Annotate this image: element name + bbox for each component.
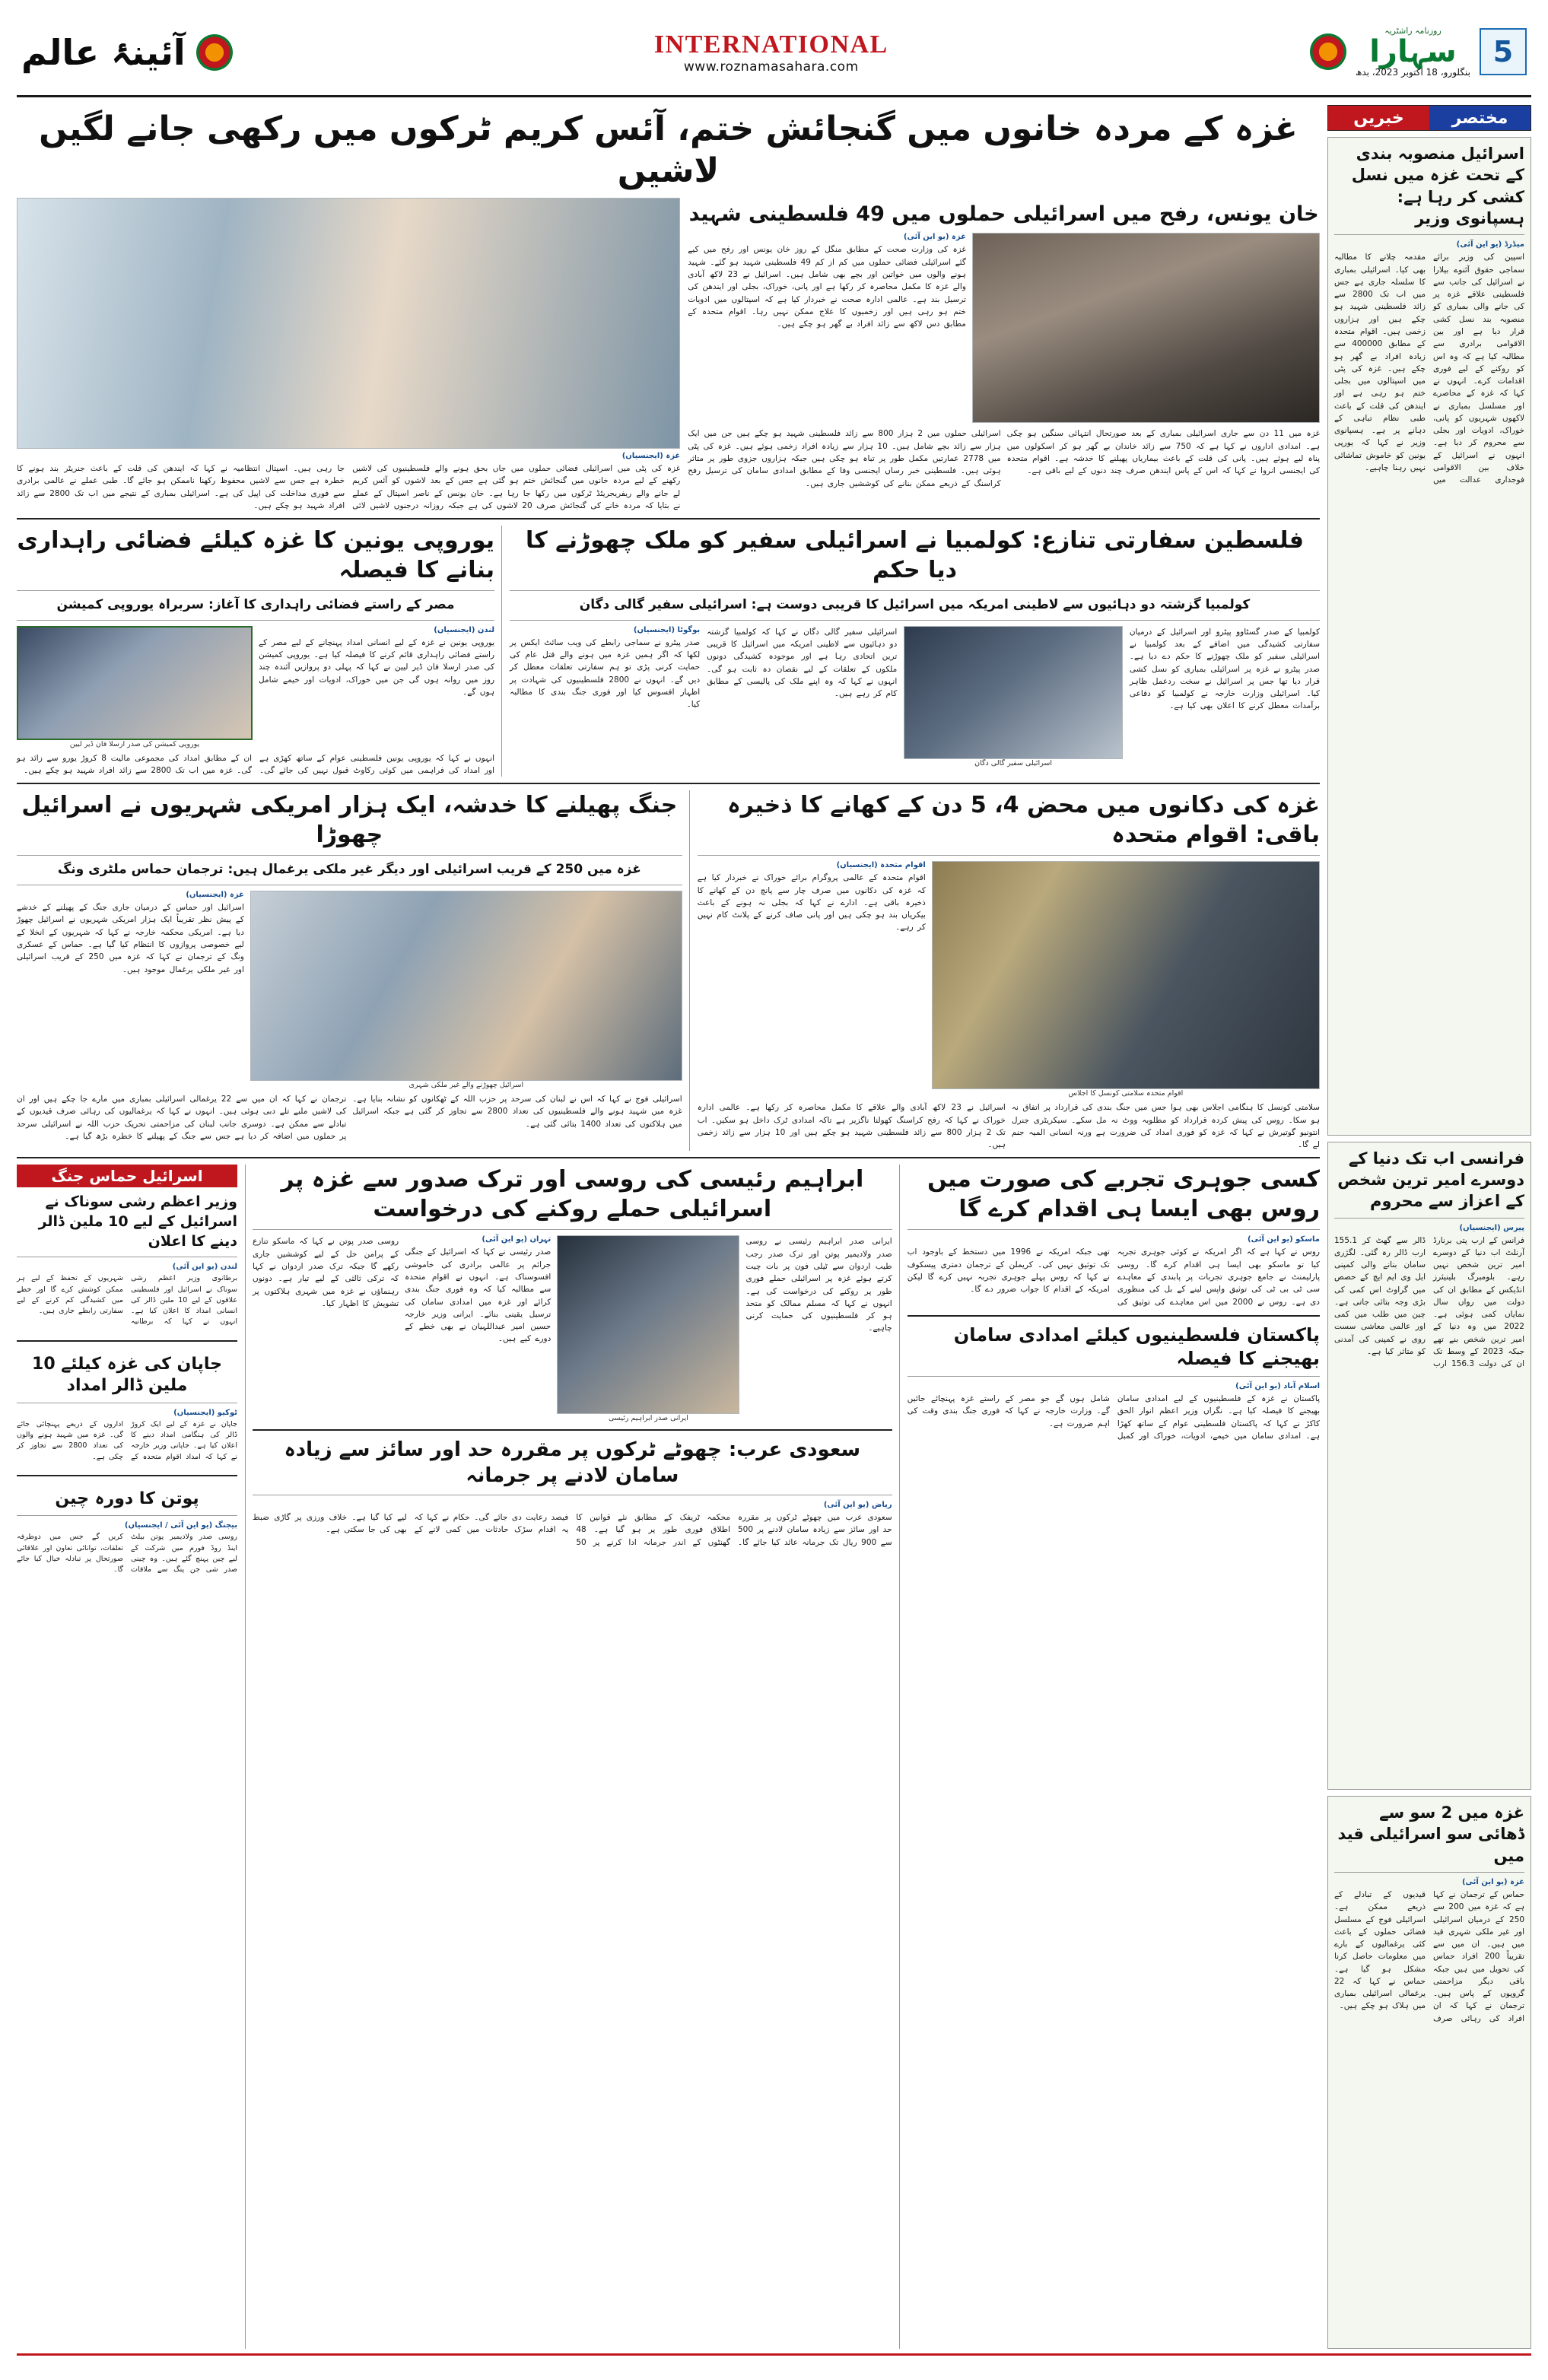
rail-body-1: اسپین کی وزیر برائے سماجی حقوق آئنوے بیلارا نے اسرائیل کی جانب سے فلسطینی علاقے غزہ پر کی جانے والی بمباری کو منصوبہ بند نسل کشی قرار دیا ہے اور بین الاقوامی برادری سے مطالبہ کیا ہے کہ وہ اس کو روکنے کے لیے فوری اقدامات کرے۔ انہوں نے کہا کہ غزہ کے محاصرے اور مسلسل بمباری نے لاکھوں شہریوں کو پانی، خوراک، ادویات اور بجلی سے محروم کر دیا ہے۔ انہوں نے اسرائیل کے خلاف بین الاقوامی فوجداری عدالت میں مقدمہ چلانے کا مطالبہ بھی کیا۔ اسرائیلی بمباری کا سلسلہ جاری ہے جس میں اب تک 2800 سے زائد فلسطینی شہید ہو چکے ہیں اور ہزاروں زخمی ہیں۔ اقوام متحدہ کے مطابق 400000 سے زیادہ افراد بے گھر ہو چکے ہیں۔ غزہ کی پٹی میں اسپتالوں میں بجلی ختم ہو رہی ہے اور ایندھن کی قلت کے باعث طبی نظام تباہی کے دہانے پر ہے۔ ہسپانوی وزیر نے کہا کہ یورپی یونین کو خاموش تماشائی نہیں رہنا چاہیے۔ bbox=[1334, 253, 1524, 485]
band-three bbox=[17, 790, 1320, 1158]
side-headline-3: پوتن کا دورہ چین bbox=[55, 1489, 199, 1508]
hostages-col-b: ترجمان نے کہا کہ ان میں سے 22 یرغمالی اسرائیلی بمباری میں مارے جا چکے ہیں اور ان کی لاشیں ملبے تلے دبی ہوئی ہیں۔ انہوں نے کہا کہ یرغمالیوں کی رہائی صرف قیدیوں کے تبادلے سے ممکن ہے۔ دوسری جانب لبنان کی مزاحمتی تحریک حزب اللہ نے اسرائیلی سرحد پر حملوں میں اضافہ کر دیا ہے جس سے جنگ کے پھیلنے کا خطرہ بڑھ گیا ہے۔ bbox=[17, 1095, 347, 1141]
saudi-headline: سعودی عرب: چھوٹے ٹرکوں پر مقررہ حد اور سائز سے زیادہ سامان لادنے پر جرمانہ bbox=[284, 1438, 861, 1488]
news-rail bbox=[1327, 105, 1531, 2349]
lead-col-mid: غزہ کی وزارت صحت کے مطابق منگل کے روز خان یونس اور رفح میں کیے گئے اسرائیلی فضائی حملوں میں کم از کم 49 فلسطینی شہید ہو گئے۔ شہید ہونے والوں میں خواتین اور بچے بھی شامل ہیں۔ اسرائیل نے 23 لاکھ آبادی والے غزہ کا مکمل محاصرہ کر رکھا ہے اور پانی، خوراک، بجلی اور ایندھن کی ترسیل بند ہے۔ عالمی ادارہ صحت نے خبردار کیا ہے کہ اسپتالوں میں ادویات ختم ہو رہی ہیں اور زخمیوں کا علاج ممکن نہیں رہا۔ اقوام متحدہ کے مطابق دس لاکھ سے زائد افراد بے گھر ہو چکے ہیں۔ bbox=[688, 245, 966, 329]
eu-headline: یوروپی یونین کا غزہ کیلئے فضائی راہداری بنانے کا فیصلہ bbox=[17, 527, 495, 584]
lead-story bbox=[17, 105, 1320, 520]
hostages-headline: جنگ پھیلنے کا خدشہ، ایک ہزار امریکی شہریوں نے اسرائیل چھوڑا bbox=[21, 792, 678, 849]
hostages-col-c: اسرائیلی فوج نے کہا کہ اس نے لبنان کی سرحد پر حزب اللہ کے ٹھکانوں کو نشانہ بنایا ہے۔ غزہ میں شہید ہونے والے فلسطینیوں کی تعداد 2800 سے تجاوز کر گئی ہے جبکہ اسرائیل میں ہلاکتوں کی تعداد 1400 بتائی گئی ہے۔ bbox=[352, 1095, 682, 1129]
raisi-headline: ابراہیم رئیسی کی روسی اور ترک صدور سے غزہ پر اسرائیلی حملے روکنے کی درخواست bbox=[281, 1166, 864, 1223]
raisi-col-b: صدر رئیسی نے کہا کہ اسرائیل کے جنگی جرائم پر عالمی برادری کی خاموشی افسوسناک ہے۔ انہوں نے اقوام متحدہ سے مطالبہ کیا کہ وہ فوری جنگ بندی کرائے اور غزہ میں امدادی سامان کی ترسیل یقینی بنائے۔ ایرانی وزیر خارجہ حسین امیر عبداللہیان نے بھی خطے کے دورے کیے ہیں۔ bbox=[405, 1247, 551, 1344]
colombia-byline: بوگوٹا (ایجنسیاں) bbox=[633, 625, 701, 634]
article-hostages bbox=[17, 790, 690, 1151]
colombia-col-a: کولمبیا کے صدر گسٹاوو پیٹرو اور اسرائیل کے درمیان سفارتی کشیدگی میں اضافے کے بعد کولمبیا نے اسرائیلی سفیر کو ملک چھوڑنے کا حکم دے دیا ہے۔ صدر پیٹرو نے غزہ پر اسرائیلی بمباری کو نسل کشی قرار دیا تھا جس پر اسرائیل نے سخت ردعمل ظاہر کیا۔ اسرائیلی وزارت خارجہ نے کولمبیا کو دفاعی برآمدات معطل کرنے کا اعلان بھی کیا ہے۔ bbox=[1129, 627, 1320, 711]
rail-body-2: فرانس کے ارب پتی برنارڈ آرنلٹ اب دنیا کے دوسرے امیر ترین شخص نہیں رہے۔ بلومبرگ بلینیئرز انڈیکس کے مطابق ان کی دولت میں رواں سال نمایاں کمی ہوئی ہے۔ 2022 میں وہ دنیا کے امیر ترین شخص بنے تھے جبکہ 2023 کے وسط تک ان کی دولت 156.3 ارب ڈالر سے گھٹ کر 155.1 ارب ڈالر رہ گئی۔ لگژری سامان بنانے والی کمپنی ایل وی ایم ایچ کے حصص میں گراوٹ اس کمی کی بڑی وجہ بتائی جاتی ہے۔ چین میں طلب میں کمی اور عالمی معاشی سست روی نے کمپنی کی آمدنی کو متاثر کیا ہے۔ bbox=[1334, 1235, 1524, 1369]
lead-rubble-byline: غزہ (یو این آئی) bbox=[903, 233, 966, 242]
website-url[interactable]: www.roznamasahara.com bbox=[683, 59, 859, 75]
lead-photo-rubble bbox=[972, 233, 1320, 423]
raisi-col-a: ایرانی صدر ابراہیم رئیسی نے روسی صدر ولادیمیر پوتن اور ترک صدر رجب طیب اردوان سے ٹیلی فون پر بات چیت کرتے ہوئے غزہ پر اسرائیلی حملے فوری طور پر روکنے کی درخواست کی ہے۔ انہوں نے کہا کہ مسلم ممالک کو متحد ہو کر فلسطینیوں کی حمایت کرنی چاہیے۔ bbox=[745, 1237, 892, 1333]
masthead-right bbox=[21, 31, 233, 73]
lead-subhead: خان یونس، رفح میں اسرائیلی حملوں میں 49 فلسطینی شہید bbox=[688, 202, 1319, 226]
pak-body: پاکستان نے غزہ کے فلسطینیوں کے لیے امدادی سامان بھیجنے کا فیصلہ کیا ہے۔ نگراں وزیر اعظم انوار الحق کاکڑ نے کہا کہ پاکستان فلسطینی عوام کے ساتھ کھڑا ہے۔ امدادی سامان میں خیمے، ادویات، خوراک اور کمبل شامل ہوں گے جو مصر کے راستے غزہ پہنچائے جائیں گے۔ وزارت خارجہ نے کہا کہ فوری جنگ بندی وقت کی اہم ضرورت ہے۔ bbox=[907, 1394, 1320, 1441]
side-article-3 bbox=[17, 1489, 237, 1576]
eu-col-a: یوروپی یونین نے غزہ کے لیے انسانی امداد پہنچانے کے لیے مصر کے راستے فضائی راہداری قائم کرنے کا فیصلہ کیا ہے۔ یوروپی کمیشن کی صدر ارسلا فان ڈیر لیین نے کہا کہ پہلی دو پروازیں آئندہ چند روز میں روانہ ہوں گی جن میں خوراک، ادویات اور خیمے شامل ہوں گے۔ bbox=[259, 637, 495, 697]
un-col-b: اسرائیل نے 23 لاکھ آبادی والے علاقے کا مکمل محاصرہ کر رکھا ہے۔ عالمی ادارہ خوراک نے کہا کہ رفح کراسنگ کھولنا ناگزیر ہے تاکہ امدادی ٹرک داخل ہو سکیں۔ اب تک 2 ہزار 800 سے زائد فلسطینی شہید ہو چکے ہیں اور 10 ہزار سے زائد زخمی ہیں۔ bbox=[697, 1103, 1006, 1150]
hostages-col-a: اسرائیل اور حماس کے درمیان جاری جنگ کے پھیلنے کے خدشے کے پیش نظر تقریباً ایک ہزار امریکی شہریوں نے اسرائیل چھوڑ دیا ہے۔ امریکی محکمہ خارجہ نے کہا کہ شہریوں کے انخلا کے لیے خصوصی پروازوں کا انتظام کیا گیا ہے۔ حماس کے عسکری ونگ کے ترجمان نے کہا کہ غزہ میں 250 کے قریب اسرائیلی اور غیر ملکی یرغمال موجود ہیں۔ bbox=[17, 903, 244, 974]
logo-top-text: روزنامہ راشٹریہ bbox=[1384, 26, 1442, 37]
lead-col-truck: غزہ کی پٹی میں اسرائیلی فضائی حملوں میں جاں بحق ہونے والے فلسطینیوں کی لاشیں رکھنے کے لیے مردہ خانوں میں گنجائش ختم ہو گئی ہے جس کے بعد لاشوں کو آئس کریم لے جانے والے ریفریجریٹڈ ٹرکوں میں رکھا جا رہا ہے۔ خان یونس کے ناصر اسپتال کے عملے نے بتایا کہ مردہ خانے کی گنجائش صرف 20 لاشوں کی ہے جبکہ روزانہ درجنوں لاشیں لائی جا رہی ہیں۔ اسپتال انتظامیہ نے کہا کہ ایندھن کی قلت کے باعث جنریٹر بند ہونے کا خطرہ ہے جس سے لاشیں محفوظ رکھنا ناممکن ہو جائے گا۔ طبی عملے نے عالمی برادری سے فوری مداخلت کی اپیل کی ہے۔ اسرائیلی بمباری کے نتیجے میں اب تک 2800 سے زائد افراد شہید ہو چکے ہیں۔ bbox=[17, 464, 681, 510]
lead-row bbox=[17, 198, 1320, 512]
rail-headline-3: غزہ میں 2 سو سے ڈھائی سو اسرائیلی قید میں bbox=[1337, 1803, 1524, 1865]
side-body-2: جاپان نے غزہ کے لیے ایک کروڑ ڈالر کی ہنگامی امداد دینے کا اعلان کیا ہے۔ جاپانی وزیر خارجہ نے کہا کہ امداد اقوام متحدہ کے اداروں کے ذریعے پہنچائی جائے گی۔ غزہ میں شہید ہونے والوں کی تعداد 2800 سے تجاوز کر چکی ہے۔ bbox=[17, 1419, 237, 1461]
raisi-photo-wrap bbox=[557, 1235, 739, 1422]
eu-col-b: انہوں نے کہا کہ یوروپی یونین فلسطینی عوام کے ساتھ کھڑی ہے اور امداد کی فراہمی میں کوئی رکاوٹ قبول نہیں کی جائے گی۔ ان کے مطابق امداد کی مجموعی مالیت 8 کروڑ یورو سے زائد ہو گی۔ غزہ میں اب تک 2800 سے زائد افراد شہید ہو چکے ہیں۔ bbox=[17, 753, 495, 776]
rail-byline-3: غزہ (یو این آئی) bbox=[1461, 1878, 1524, 1887]
hostages-photo-caption: اسرائیل چھوڑنے والے غیر ملکی شہری bbox=[408, 1081, 524, 1090]
main-content bbox=[17, 105, 1320, 2349]
side-column bbox=[17, 1165, 237, 2349]
hostages-kicker: غزہ میں 250 کے قریب اسرائیلی اور دیگر غیر ملکی یرغمال ہیں: ترجمان حماس ملٹری ونگ bbox=[57, 862, 641, 878]
lead-photo-truck bbox=[17, 198, 680, 449]
iran-president-photo bbox=[557, 1235, 739, 1414]
article-un bbox=[698, 790, 1320, 1151]
side-body-3: روسی صدر ولادیمیر پوتن بیلٹ اینڈ روڈ فورم میں شرکت کے لیے چین پہنچ گئے ہیں۔ وہ چینی صدر شی جن پنگ سے ملاقات کریں گے جس میں دوطرفہ تعلقات، توانائی تعاون اور علاقائی صورتحال پر تبادلہ خیال کیا جائے گا۔ bbox=[17, 1533, 237, 1574]
rail-article-3 bbox=[1327, 1796, 1531, 2349]
section-title-english: INTERNATIONAL bbox=[653, 30, 888, 59]
rail-tabs bbox=[1327, 105, 1531, 131]
eu-commission-president-photo bbox=[17, 626, 253, 740]
side-article-1 bbox=[17, 1193, 237, 1327]
rail-byline-2: پیرس (ایجنسیاں) bbox=[1459, 1223, 1524, 1232]
eu-photo-caption: یوروپی کمیشن کی صدر ارسلا فان ڈیر لیین bbox=[69, 739, 200, 748]
hostages-photo-wrap bbox=[250, 891, 682, 1089]
lead-truck-byline: غزہ (ایجنسیاں) bbox=[621, 452, 681, 460]
side-body-1: برطانوی وزیر اعظم رشی سوناک نے اسرائیل اور فلسطینی علاقوں کے لیے 10 ملین ڈالر کی انسانی امداد کا اعلان کیا ہے۔ انہوں نے کہا کہ برطانیہ شہریوں کے تحفظ کے لیے ہر ممکن کوشش کرے گا اور خطے میں کشیدگی کم کرنے کے لیے سفارتی رابطے جاری ہیں۔ bbox=[17, 1274, 237, 1327]
rail-article-2 bbox=[1327, 1142, 1531, 1790]
section-title-urdu: آئینۂ عالم bbox=[21, 31, 186, 73]
lead-col-r1: اسرائیلی حملوں میں 2 ہزار 800 سے زائد فلسطینی شہید ہو چکے ہیں جن میں ایک ہزار سے زائد بچے شامل ہیں۔ 10 ہزار سے زیادہ افراد زخمی ہوئے ہیں۔ غزہ کی پٹی میں 2778 عمارتیں مکمل طور پر تباہ ہو چکی ہیں جبکہ ہزاروں جزوی طور پر متاثر ہوئی ہیں۔ فلسطینی خبر رساں ایجنسی وفا کے مطابق امدادی سامان کی ترسیل رفح کراسنگ کے ذریعے ممکن بنانے کی کوششیں جاری ہیں۔ bbox=[688, 429, 1001, 488]
side-headline-1: وزیر اعظم رشی سوناک نے اسرائیل کے لیے 10 ملین ڈالر دینے کا اعلان bbox=[38, 1193, 237, 1250]
rail-headline-1: اسرائیل منصوبہ بندی کے تحت غزہ میں نسل کشی کر رہا ہے: ہسپانوی وزیر bbox=[1351, 145, 1524, 228]
masthead-center bbox=[233, 30, 1310, 75]
article-raisi-group bbox=[245, 1165, 900, 2349]
un-col-c: سلامتی کونسل کا ہنگامی اجلاس بھی ہوا جس میں جنگ بندی کی قرارداد پر اتفاق نہ ہو سکا۔ روس کی پیش کردہ قرارداد کو مطلوبہ ووٹ نہ مل سکے۔ سیکریٹری جنرل انتونیو گوتیرش نے کہا کہ غزہ کو فوری امداد کی ضرورت ہے ورنہ انسانی المیہ جنم لے گا۔ bbox=[1011, 1103, 1320, 1150]
lead-left-block bbox=[17, 198, 680, 512]
eu-byline: لندن (ایجنسیاں) bbox=[434, 625, 495, 634]
side-headline-2: جاپان کی غزہ کیلئے 10 ملین ڈالر امداد bbox=[32, 1354, 222, 1396]
footer-rule bbox=[17, 2353, 1531, 2356]
pak-byline: اسلام آباد (یو این آئی) bbox=[1235, 1382, 1320, 1391]
rail-byline-1: میڈرڈ (یو این آئی) bbox=[1456, 240, 1524, 249]
war-banner: اسرائیل حماس جنگ bbox=[17, 1165, 237, 1187]
un-photo-wrap bbox=[932, 861, 1320, 1098]
colombia-ambassador-photo bbox=[904, 626, 1123, 759]
saudi-body: سعودی عرب میں چھوٹے ٹرکوں پر مقررہ حد اور سائز سے زیادہ سامان لادنے پر 500 سے 900 ریال تک جرمانہ عائد کیا جائے گا۔ محکمہ ٹریفک کے مطابق نئے قوانین کا اطلاق فوری طور پر ہو گیا ہے۔ 48 گھنٹوں کے اندر جرمانہ ادا کرنے پر 50 فیصد رعایت دی جائے گی۔ حکام نے کہا کہ یہ اقدام سڑک حادثات میں کمی لانے کے لیے کیا گیا ہے۔ خلاف ورزی پر گاڑی ضبط بھی کی جا سکتی ہے۔ bbox=[253, 1513, 892, 1547]
ctbt-byline: ماسکو (یو این آئی) bbox=[1248, 1235, 1320, 1244]
un-headline: غزہ کی دکانوں میں محض 4، 5 دن کے کھانے کا ذخیرہ باقی: اقوام متحدہ bbox=[727, 792, 1320, 849]
tab-news[interactable]: خبریں bbox=[1328, 106, 1429, 130]
lead-headline: غزہ کے مردہ خانوں میں گنجائش ختم، آئس کریم ٹرکوں میں رکھی جانے لگیں لاشیں bbox=[39, 110, 1298, 190]
newspaper-logo bbox=[1356, 27, 1470, 77]
colombia-col-b: اسرائیلی سفیر گالی دگان نے کہا کہ کولمبیا گزشتہ دو دہائیوں سے لاطینی امریکہ میں اسرائیل کا قریبی ترین اتحادی رہا ہے اور موجودہ کشیدگی دونوں ملکوں کے تعلقات کے لیے نقصان دہ ثابت ہو گی۔ انہوں نے کہا کہ وہ اپنے ملک کی پالیسی کے مطابق کام کر رہے ہیں۔ bbox=[707, 627, 898, 699]
hostages-byline: غزہ (ایجنسیاں) bbox=[186, 891, 244, 900]
band-two bbox=[17, 526, 1320, 784]
airport-evacuation-photo bbox=[250, 891, 682, 1081]
rail-body-3: حماس کے ترجمان نے کہا ہے کہ غزہ میں 200 سے 250 کے درمیان اسرائیلی اور غیر ملکی شہری قید میں ہیں۔ ان میں سے تقریباً 200 افراد حماس کی تحویل میں ہیں جبکہ باقی دیگر مزاحمتی گروپوں کے پاس ہیں۔ ترجمان نے کہا کہ ان افراد کی رہائی صرف قیدیوں کے تبادلے کے ذریعے ممکن ہے۔ اسرائیلی فوج کے مسلسل فضائی حملوں کے باعث کئی یرغمالیوں کے بارے میں معلومات حاصل کرنا مشکل ہو گیا ہے۔ حماس نے کہا کہ 22 یرغمالی اسرائیلی بمباری میں ہلاک ہو چکے ہیں۔ bbox=[1334, 1890, 1525, 2023]
colombia-photo-caption: اسرائیلی سفیر گالی دگان bbox=[974, 758, 1052, 767]
sun-emblem-icon-2 bbox=[196, 34, 233, 71]
eu-photo-wrap bbox=[17, 626, 253, 748]
un-security-council-photo bbox=[932, 861, 1320, 1089]
side-byline-2: ٹوکیو (ایجنسیاں) bbox=[173, 1408, 237, 1417]
tab-brief[interactable]: مختصر bbox=[1429, 106, 1531, 130]
colombia-headline: فلسطین سفارتی تنازع: کولمبیا نے اسرائیلی سفیر کو ملک چھوڑنے کا دیا حکم bbox=[526, 527, 1305, 584]
sun-emblem-icon bbox=[1310, 33, 1346, 70]
page-number: 5 bbox=[1480, 28, 1527, 75]
issue-date: بنگلورو، 18 اکتوبر 2023، بدھ bbox=[1355, 66, 1470, 78]
article-ctbt-group bbox=[908, 1165, 1320, 2349]
raisi-col-c: روسی صدر پوتن نے کہا کہ ماسکو تنازع کے پرامن حل کے لیے کوششیں جاری رکھے گا جبکہ ترک صدر اردوان نے کہا کہ ترکی ثالثی کے لیے تیار ہے۔ دونوں رہنماؤں نے غزہ میں شہری ہلاکتوں پر تشویش کا اظہار کیا۔ bbox=[252, 1237, 399, 1308]
article-eu bbox=[17, 526, 502, 777]
colombia-col-c: صدر پیٹرو نے سماجی رابطے کی ویب سائٹ ایکس پر لکھا کہ اگر ہمیں غزہ میں ہونے والے قتل عام کی حمایت کرنی پڑی تو ہم سفارتی تعلقات معطل کر دیں گے۔ انہوں نے 2800 فلسطینیوں کی شہادت پر اظہار افسوس کیا اور فوری جنگ بندی کا مطالبہ کیا۔ bbox=[510, 637, 701, 710]
band-four bbox=[17, 1165, 1320, 2349]
saudi-byline: ریاض (یو این آئی) bbox=[823, 1501, 892, 1510]
logo-main-text: سہارا bbox=[1369, 33, 1457, 69]
un-col-a: اقوام متحدہ کے عالمی پروگرام برائے خوراک نے خبردار کیا ہے کہ غزہ کی دکانوں میں صرف چار سے پانچ دن کے کھانے کا ذخیرہ باقی ہے۔ ادارے نے کہا کہ بجلی نہ ہونے کے باعث بیکریاں بند ہو چکی ہیں اور پانی صاف کرنے کے پلانٹ کام نہیں کر رہے۔ bbox=[697, 873, 926, 933]
masthead-left bbox=[1310, 27, 1527, 77]
side-byline-1: لندن (یو این آئی) bbox=[172, 1263, 237, 1272]
pak-headline: پاکستان فلسطینیوں کیلئے امدادی سامان بھیجنے کا فیصلہ bbox=[953, 1323, 1320, 1369]
eu-kicker: مصر کے راستے فضائی راہداری کا آغاز: سربراہ یوروپی کمیشن bbox=[56, 597, 455, 613]
side-byline-3: بیجنگ (یو این آئی / ایجنسیاں) bbox=[124, 1521, 237, 1530]
article-colombia bbox=[510, 526, 1320, 777]
un-byline: اقوام متحدہ (ایجنسیاں) bbox=[836, 861, 926, 870]
side-article-2 bbox=[17, 1354, 237, 1463]
masthead bbox=[17, 14, 1531, 97]
ctbt-body: روس نے کہا ہے کہ اگر امریکہ نے کوئی جوہری تجربہ کیا تو ماسکو بھی ایسا ہی اقدام کرے گا۔ روسی پارلیمنٹ نے جامع جوہری تجربات پر پابندی کے معاہدے سی ٹی بی ٹی کی توثیق واپس لینے کے بل کی منظوری دی ہے۔ روس نے 2000 میں اس معاہدے کی توثیق کی تھی جبکہ امریکہ نے 1996 میں دستخط کے باوجود اب تک توثیق نہیں کی۔ کریملن کے ترجمان دمتری پیسکوف نے کہا کہ روس پہلے جوہری تجربہ نہیں کرے گا لیکن امریکہ کے اقدام کا جواب ضرور دے گا۔ bbox=[907, 1247, 1320, 1307]
raisi-byline: تہران (یو این آئی) bbox=[482, 1235, 551, 1244]
rail-article-1 bbox=[1327, 137, 1531, 1136]
colombia-kicker: کولمبیا گزشتہ دو دہائیوں سے لاطینی امریکہ میں اسرائیل کا قریبی دوست ہے: اسرائیلی سفیر گالی دگان bbox=[579, 597, 1251, 613]
rail-headline-2: فرانسی اب تک دنیا کے دوسرے امیر ترین شخص کے اعزاز سے محروم bbox=[1337, 1149, 1524, 1211]
ctbt-headline: کسی جوہری تجربے کی صورت میں روس بھی ایسا ہی اقدام کرے گا bbox=[927, 1166, 1320, 1223]
un-photo-caption: اقوام متحدہ سلامتی کونسل کا اجلاس bbox=[1068, 1089, 1184, 1098]
lead-photo-rubble-wrap bbox=[972, 233, 1320, 423]
lead-right-block bbox=[688, 198, 1320, 512]
page-body bbox=[17, 105, 1531, 2349]
lead-col-r2: غزہ میں 11 دن سے جاری اسرائیلی بمباری کے بعد صورتحال انتہائی سنگین ہو چکی ہے۔ امدادی اداروں نے کہا ہے کہ 750 سے زائد خاندان بے گھر ہو کر اسکولوں میں پناہ لیے ہوئے ہیں۔ پانی کی قلت کے باعث بیماریاں پھیلنے کا خدشہ ہے۔ اقوام متحدہ کی ایجنسی انروا نے کہا کہ اس کے پاس ایندھن صرف چند دنوں کے لیے باقی ہے۔ bbox=[1006, 429, 1321, 476]
colombia-photo-wrap bbox=[904, 626, 1123, 767]
raisi-photo-caption: ایرانی صدر ابراہیم رئیسی bbox=[608, 1414, 688, 1423]
